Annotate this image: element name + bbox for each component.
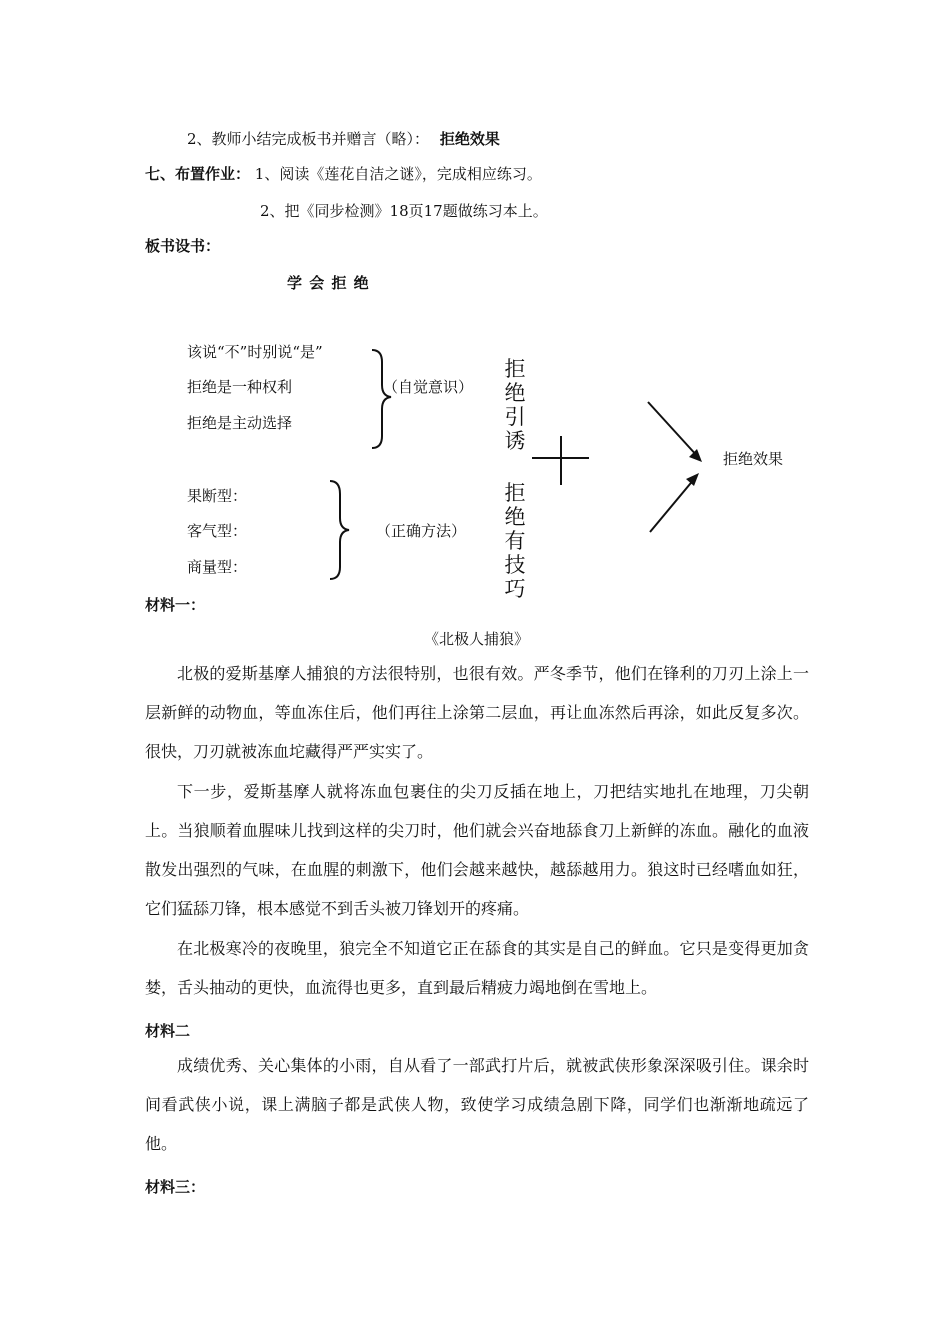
arrow-upper-head (689, 449, 702, 462)
material-3-label: 材料三： (145, 1178, 206, 1196)
material-1-title: 《北极人捕狼》 (424, 630, 530, 648)
material-2-paragraph-1: 成绩优秀、关心集体的小雨，自从看了一部武打片后，就被武侠形象深深吸引住。课余时间看武侠小说，课上满脑子都是武侠人物，致使学习成绩急剧下降，同学们也渐渐地疏远了他。 (145, 1056, 809, 1153)
homework-item-2: 2、把《同步检测》18页17题做练习本上。 (260, 202, 548, 220)
material-1-paragraph-1: 北极的爱斯基摩人捕狼的方法很特别，也很有效。严冬季节，他们在锋利的刀刃上涂上一层新鲜的动物血，等血冻住后，他们再往上涂第二层血，再让血冻然后再涂，如此反复多次。很快，刀刃就被冻血坨藏得严严实实了。 (145, 664, 809, 761)
summary-text: 2、教师小结完成板书并赠言（略）： (187, 130, 430, 148)
board-title: 学 会 拒 绝 (287, 274, 370, 292)
result-label: 拒绝效果 (723, 450, 784, 468)
arrow-lower (650, 478, 695, 532)
material-1-paragraph-3: 在北极寒冷的夜晚里，狼完全不知道它正在舔食的其实是自己的鲜血。它只是变得更加贪婪，舌头抽动的更快，血流得也更多，直到最后精疲力竭地倒在雪地上。 (145, 939, 809, 997)
homework-label: 七、布置作业： (145, 165, 251, 183)
group2-label: （正确方法） (376, 522, 467, 540)
brace-1 (372, 350, 391, 448)
group1-item-1: 该说“不”时别说“是” (187, 343, 323, 361)
group2-item-2: 客气型： (187, 522, 248, 540)
material-1-label: 材料一： (145, 596, 206, 614)
arrow-lower-head (686, 473, 699, 486)
group2-item-1: 果断型： (187, 487, 248, 505)
material-1-paragraph-2: 下一步，爱斯基摩人就将冻血包裹住的尖刀反插在地上，刀把结实地扎在地理，刀尖朝上。当狼顺着血腥味儿找到这样的尖刀时，他们就会兴奋地舔食刀上新鲜的冻血。融化的血液散发出强烈的气味，在血腥的刺激下，他们会越来越快，越舔越用力。狼这时已经嗜血如狂，它们猛舔刀锋，根本感觉不到舌头被刀锋划开的疼痛。 (145, 782, 809, 918)
summary-bold-text: 拒绝效果 (439, 130, 500, 148)
group1-item-2: 拒绝是一种权利 (187, 378, 293, 396)
group1-label: （自觉意识） (383, 378, 474, 396)
vertical-text-1: 拒绝引诱 (504, 357, 526, 453)
brace-2 (330, 481, 349, 579)
material-2-label: 材料二 (145, 1022, 191, 1040)
group1-item-3: 拒绝是主动选择 (187, 414, 293, 432)
board-design-label: 板书设书： (145, 237, 221, 255)
homework-item-1: 1、阅读《莲花自洁之谜》，完成相应练习。 (254, 165, 542, 183)
arrow-upper (648, 402, 699, 458)
group2-item-3: 商量型： (187, 558, 248, 576)
vertical-text-2: 拒绝有技巧 (504, 481, 526, 601)
